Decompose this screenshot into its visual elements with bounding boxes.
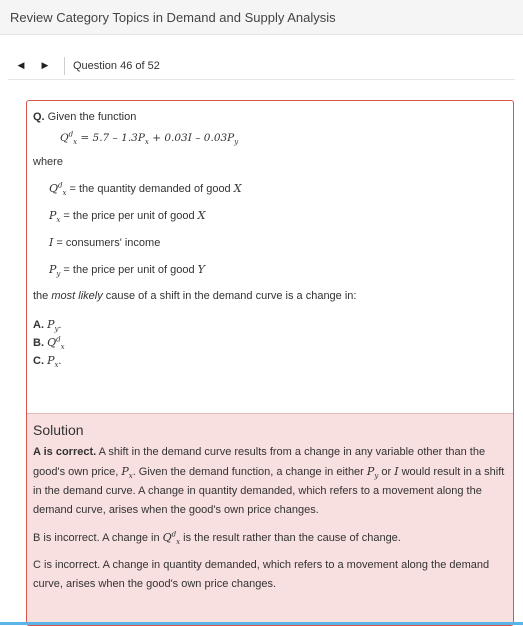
- question-counter: Question 46 of 52: [73, 59, 160, 72]
- option-a[interactable]: [33, 316, 507, 334]
- where-label: where: [33, 156, 63, 168]
- question-body: [27, 101, 513, 370]
- formula-rhs-sub1: x: [144, 138, 149, 147]
- solution-b-var: Q: [162, 531, 172, 544]
- solution-a-text2: . Given the demand function, a change in either: [132, 466, 367, 478]
- formula-lhs-sub: x: [73, 138, 78, 147]
- option-c[interactable]: [33, 352, 507, 370]
- solution-title: Solution: [33, 422, 84, 438]
- solution-a-text3: or: [378, 466, 395, 478]
- option-trail: .: [58, 355, 62, 367]
- solution-panel: [27, 413, 513, 625]
- option-letter: A.: [33, 319, 44, 331]
- solution-a-var2: P: [366, 465, 375, 478]
- formula-lhs-sup: d: [68, 130, 74, 139]
- formula-rhs-1: = 5.7 – 1.3P: [77, 132, 145, 144]
- def-sup: d: [58, 181, 63, 190]
- question-label: Q.: [33, 111, 45, 123]
- definition-qxd: [49, 181, 507, 198]
- def-var: P: [49, 263, 57, 276]
- option-sub: y: [54, 325, 59, 334]
- option-sub: x: [54, 361, 59, 370]
- solution-a-var3: I: [394, 465, 399, 478]
- option-sub: x: [60, 343, 65, 352]
- def-good: Y: [197, 263, 205, 276]
- solution-a-text4: would result in a shift in the demand curve. A change in quantity demanded, which refers to a movement along the demand curve, arises when the good's own price changes.: [33, 466, 505, 516]
- def-var: I: [49, 236, 54, 249]
- question-nav: [8, 52, 515, 80]
- solution-a: [33, 443, 507, 520]
- solution-c: C is incorrect. A change in quantity demanded, which refers to a movement along the demand curve, arises when the good's own price changes.: [33, 559, 490, 590]
- option-var: Q: [47, 336, 57, 349]
- prev-question-icon[interactable]: ◀: [17, 60, 25, 70]
- option-var: P: [47, 354, 55, 367]
- def-var: Q: [49, 182, 59, 195]
- option-var: P: [47, 318, 55, 331]
- prompt-emphasis: most likely: [51, 290, 103, 302]
- formula-lhs: Q: [60, 132, 69, 144]
- next-question-icon[interactable]: ▶: [41, 60, 49, 70]
- formula-rhs-2: + 0.03I – 0.03P: [148, 132, 235, 144]
- question-intro-text: Given the function: [44, 111, 137, 123]
- solution-b: [33, 528, 507, 548]
- page-header: [0, 0, 523, 35]
- option-letter: B.: [33, 337, 44, 349]
- option-trail: .: [58, 319, 62, 331]
- question-prompt: [33, 290, 507, 302]
- demand-function: [60, 130, 507, 147]
- option-sup: d: [56, 335, 61, 344]
- definition-px: [49, 209, 507, 225]
- solution-a-sub1: x: [128, 472, 133, 481]
- solution-a-sub2: y: [374, 472, 379, 481]
- solution-b-text2: is the result rather than the cause of change.: [180, 532, 401, 544]
- nav-divider: [64, 57, 65, 75]
- def-text: = the quantity demanded of good: [66, 183, 234, 195]
- solution-b-text1: B is incorrect. A change in: [33, 532, 163, 544]
- def-good: X: [233, 182, 242, 195]
- def-sub: y: [56, 270, 61, 279]
- solution-a-verdict: A is correct.: [33, 446, 97, 458]
- question-card: [26, 100, 514, 626]
- solution-a-var1: P: [121, 465, 129, 478]
- def-text: = the price per unit of good: [60, 264, 198, 276]
- prompt-post: cause of a shift in the demand curve is a change in:: [102, 290, 357, 302]
- def-good: X: [197, 209, 206, 222]
- solution-b-sup: d: [171, 530, 177, 539]
- question-intro: [33, 110, 507, 125]
- option-letter: C.: [33, 355, 44, 367]
- definition-py: [49, 263, 507, 279]
- formula-rhs-sub2: y: [234, 138, 239, 147]
- def-var: P: [49, 209, 57, 222]
- solution-b-sub: x: [176, 538, 181, 547]
- def-sub: x: [62, 189, 67, 198]
- def-sub: x: [56, 216, 61, 225]
- option-b[interactable]: [33, 334, 507, 352]
- solution-a-text1: A shift in the demand curve results from a change in any variable other than the good's own price,: [33, 446, 486, 478]
- answer-options: [33, 316, 507, 370]
- def-text: = the price per unit of good: [60, 210, 198, 222]
- page-title: Review Category Topics in Demand and Supply Analysis: [10, 9, 336, 25]
- prompt-pre: the: [33, 290, 52, 302]
- definition-income: [49, 236, 507, 249]
- def-text: = consumers' income: [53, 237, 161, 249]
